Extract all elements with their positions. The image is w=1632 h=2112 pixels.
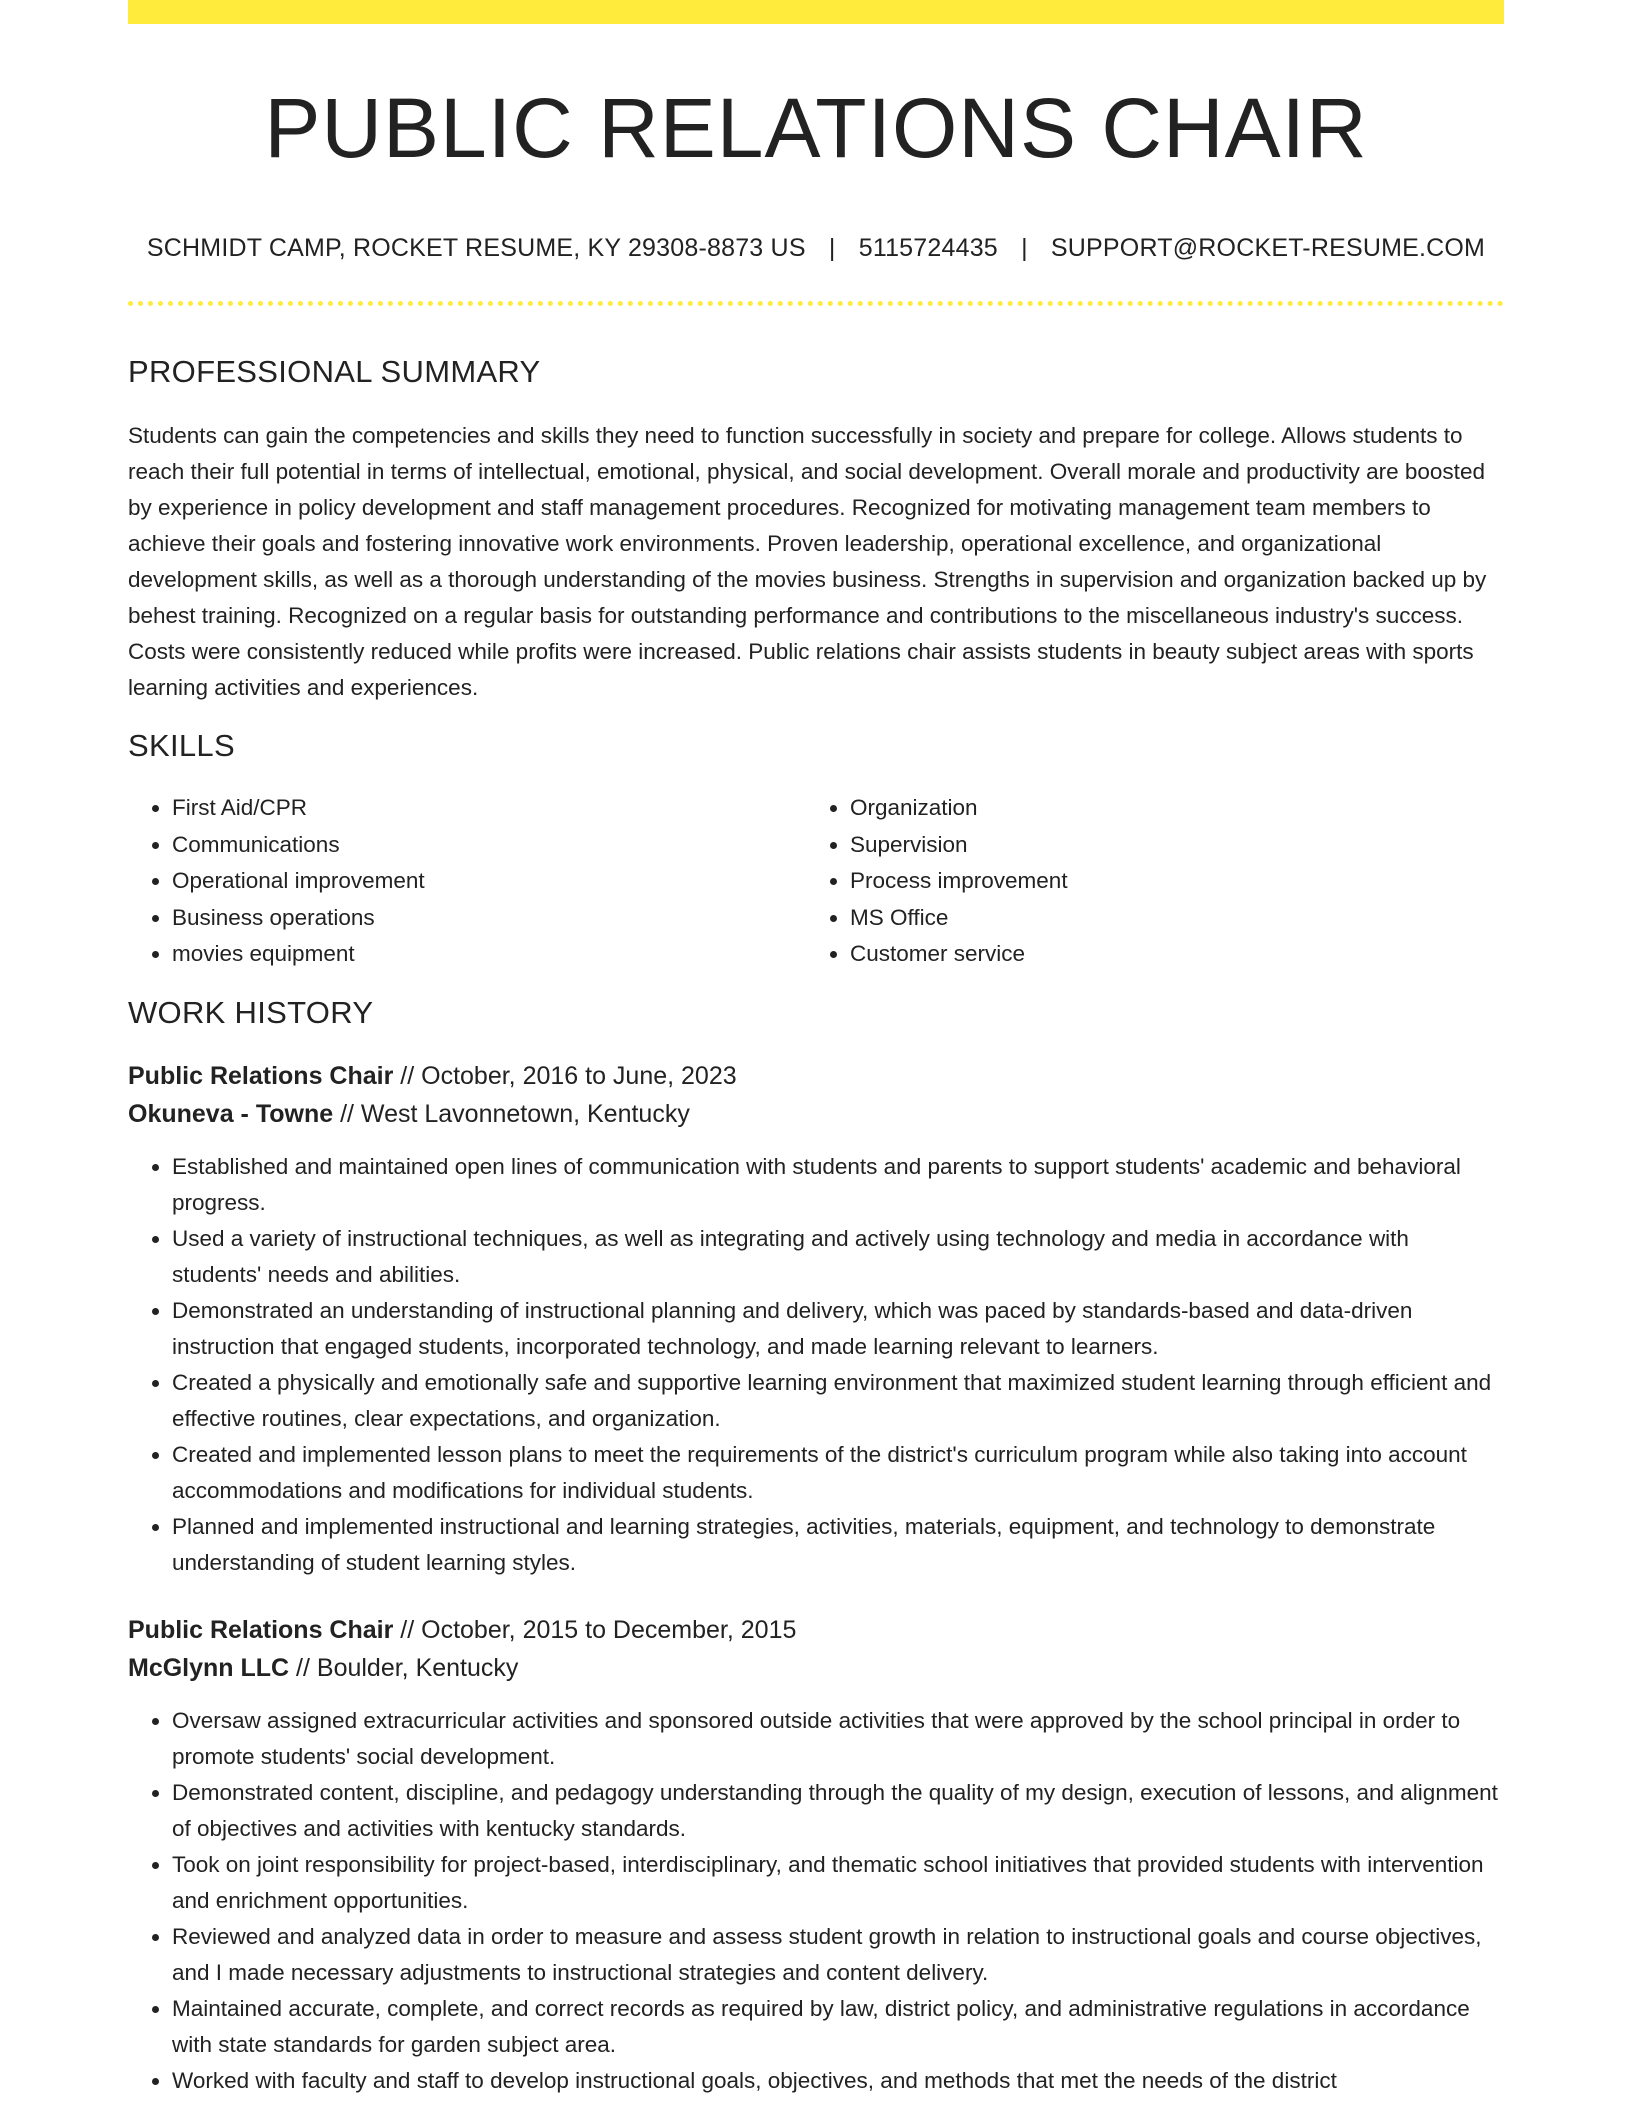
job-dates: // October, 2015 to December, 2015 <box>393 1615 797 1644</box>
contact-line <box>128 234 1504 263</box>
job-bullet: • Oversaw assigned extracurricular activities and sponsored outside activities that were approved by the school principal in order to promote students' social development. <box>172 1703 1504 1775</box>
job-company: Okuneva - Towne <box>128 1099 334 1128</box>
job-bullet: • Worked with faculty and staff to develop instructional goals, objectives, and methods that met the needs of the district <box>172 2063 1504 2099</box>
contact-separator: | <box>828 234 836 263</box>
resume-title: PUBLIC RELATIONS CHAIR <box>264 81 1368 175</box>
skill-item: • Organization <box>850 790 1484 827</box>
contact-phone: 5115724435 <box>858 234 998 263</box>
contact-address: SCHMIDT CAMP, ROCKET RESUME, KY 29308-8873 US <box>146 234 806 263</box>
job-bullet: • Demonstrated content, discipline, and pedagogy understanding through the quality of my design, execution of lessons, and alignment of objectives and activities with kentucky standards. <box>172 1775 1504 1847</box>
job-bullets <box>128 1703 1504 2099</box>
skills-list <box>128 790 1504 973</box>
section-heading-summary: PROFESSIONAL SUMMARY <box>128 354 541 390</box>
skills-column-right <box>806 790 1484 973</box>
job-location: // West Lavonnetown, Kentucky <box>333 1099 690 1128</box>
accent-bar <box>128 0 1504 24</box>
job-bullet: • Planned and implemented instructional and learning strategies, activities, materials, equipment, and technology to demonstrate understanding of student learning styles. <box>172 1509 1504 1581</box>
job-title: Public Relations Chair <box>128 1061 394 1090</box>
job-title-line <box>128 1611 1504 1649</box>
job-title: Public Relations Chair <box>128 1615 394 1644</box>
skill-item: • Operational improvement <box>172 863 806 900</box>
job-entry <box>128 1057 1504 1581</box>
job-bullet: • Maintained accurate, complete, and correct records as required by law, district policy, and administrative regulations in accordance with state standards for garden subject area. <box>172 1991 1504 2063</box>
job-bullet: • Created and implemented lesson plans to meet the requirements of the district's curriculum program while also taking into account accommodations and modifications for individual students. <box>172 1437 1504 1509</box>
skill-item: • Customer service <box>850 936 1484 973</box>
job-entry <box>128 1611 1504 2099</box>
skill-item: • Supervision <box>850 827 1484 864</box>
job-company-line <box>128 1649 1504 1687</box>
skill-item: • Communications <box>172 827 806 864</box>
skill-item: • Process improvement <box>850 863 1484 900</box>
skills-column-left <box>128 790 806 973</box>
summary-paragraph: Students can gain the competencies and skills they need to function successfully in society and prepare for college. Allows students to reach their full potential in terms of intellectual, emotional, physical, and social development. Overall morale and productivity are boosted by experience in policy development and staff management procedures. Recognized for motivating management team members to achieve their goals and fostering innovative work environments. Proven leadership, operational excellence, and organizational development skills, as well as a thorough understanding of the movies business. Strengths in supervision and organization backed up by behest training. Recognized on a regular basis for outstanding performance and contributions to the miscellaneous industry's success. Costs were consistently reduced while profits were increased. Public relations chair assists students in beauty subject areas with sports learning activities and experiences. <box>128 423 1487 701</box>
section-heading-work-history: WORK HISTORY <box>128 994 374 1030</box>
job-company: McGlynn LLC <box>128 1653 290 1682</box>
contact-email: SUPPORT@ROCKET-RESUME.COM <box>1050 234 1486 263</box>
contact-separator: | <box>1021 234 1028 263</box>
dotted-divider <box>128 301 1504 306</box>
job-bullets <box>128 1149 1504 1581</box>
job-location: // Boulder, Kentucky <box>289 1653 519 1682</box>
job-bullet: • Created a physically and emotionally safe and supportive learning environment that maximized student learning through efficient and effective routines, clear expectations, and organization. <box>172 1365 1504 1437</box>
job-bullet: • Took on joint responsibility for project-based, interdisciplinary, and thematic school initiatives that provided students with intervention and enrichment opportunities. <box>172 1847 1504 1919</box>
job-bullet: • Demonstrated an understanding of instructional planning and delivery, which was paced by standards-based and data-driven instruction that engaged students, incorporated technology, and made learning relevant to learners. <box>172 1293 1504 1365</box>
section-heading-skills: SKILLS <box>128 728 235 764</box>
job-title-line <box>128 1057 1504 1095</box>
job-bullet: • Established and maintained open lines of communication with students and parents to support students' academic and behavioral progress. <box>172 1149 1504 1221</box>
resume-content <box>128 24 1504 2099</box>
skill-item: • MS Office <box>850 900 1484 937</box>
skill-item: • movies equipment <box>172 936 806 973</box>
job-company-line <box>128 1095 1504 1133</box>
job-bullet: • Used a variety of instructional techniques, as well as integrating and actively using technology and media in accordance with students' needs and abilities. <box>172 1221 1504 1293</box>
job-dates: // October, 2016 to June, 2023 <box>393 1061 737 1090</box>
skill-item: • Business operations <box>172 900 806 937</box>
job-bullet: • Reviewed and analyzed data in order to measure and assess student growth in relation to instructional goals and course objectives, and I made necessary adjustments to instructional strategies and content delivery. <box>172 1919 1504 1991</box>
skill-item: • First Aid/CPR <box>172 790 806 827</box>
